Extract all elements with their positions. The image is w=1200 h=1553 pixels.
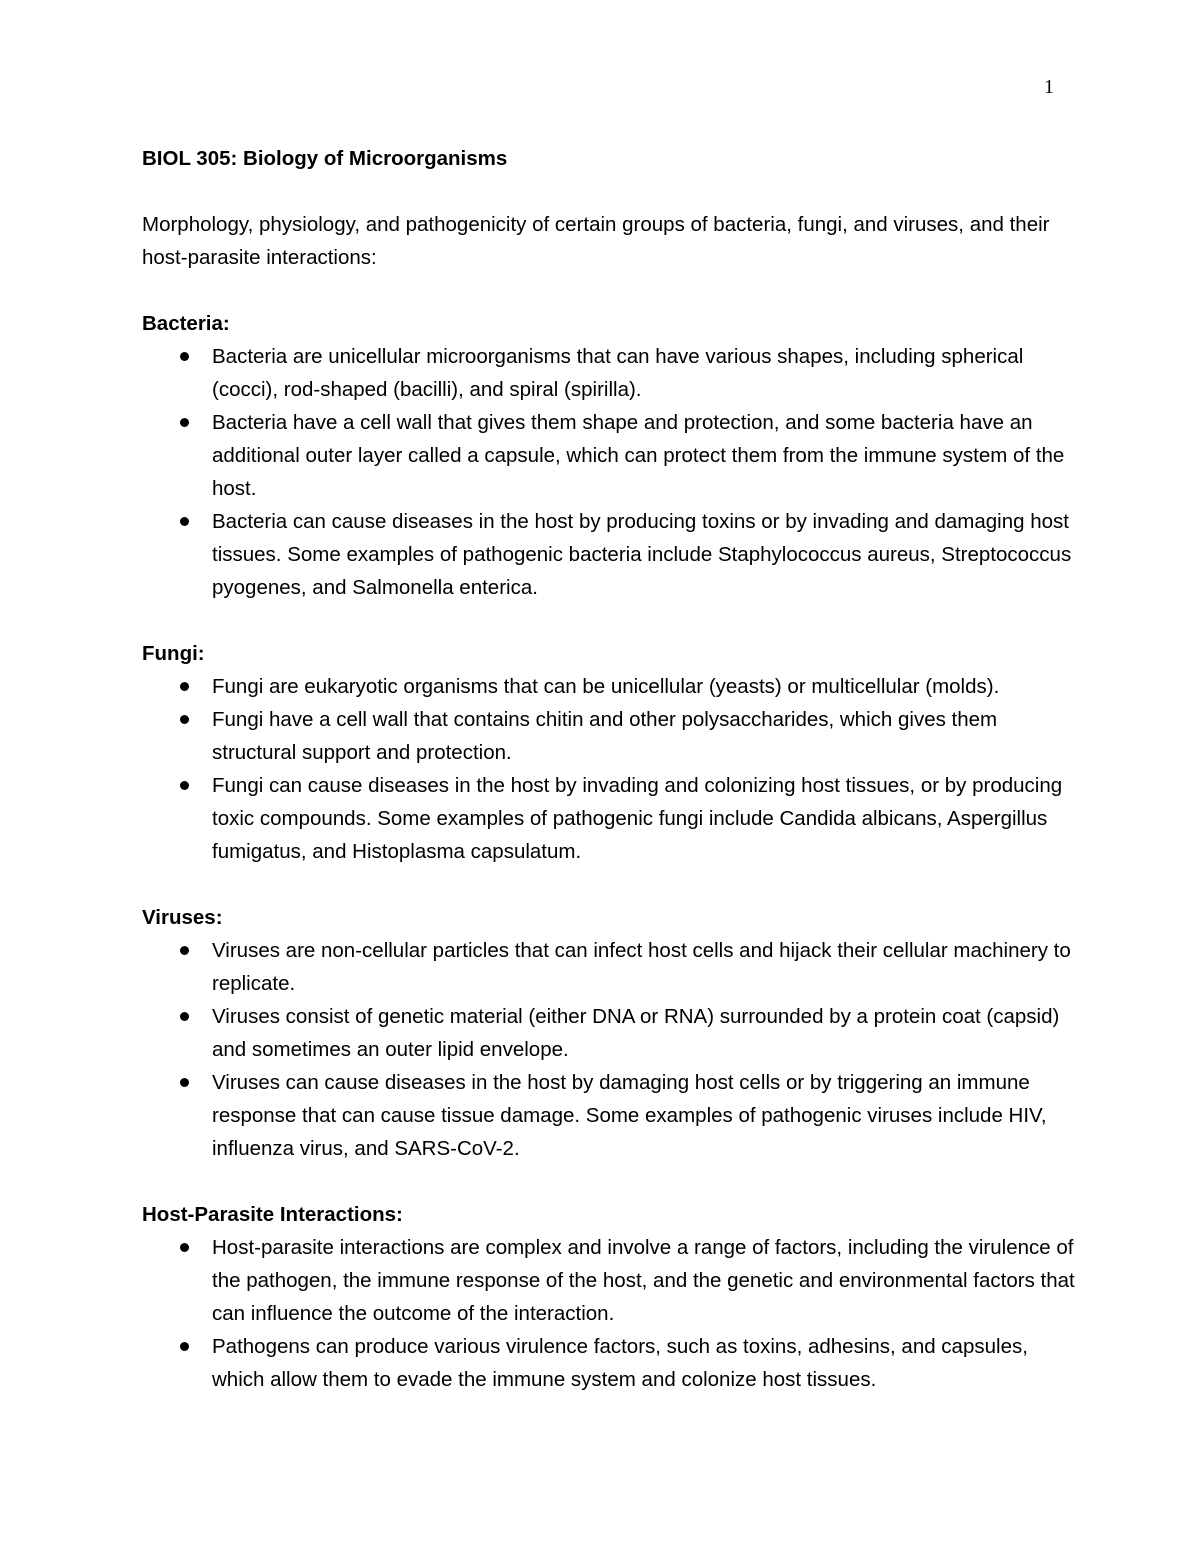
section-host-parasite-interactions — [142, 1198, 1082, 1396]
section-heading: Bacteria: — [142, 312, 230, 335]
bullet-icon — [180, 517, 189, 526]
list-item — [142, 670, 1082, 703]
section-viruses — [142, 901, 1082, 1165]
section-heading: Fungi: — [142, 642, 205, 665]
bullet-icon — [180, 715, 189, 724]
list-item-text: Bacteria have a cell wall that gives them shape and protection, and some bacteria have an additional outer layer called a capsule, which can protect them from the immune system of the host. — [212, 411, 1065, 500]
list-item — [142, 934, 1082, 1000]
list-item-text: Viruses are non-cellular particles that can infect host cells and hijack their cellular machinery to replicate. — [212, 939, 1071, 995]
bullet-icon — [180, 1078, 189, 1087]
section-bacteria — [142, 307, 1082, 604]
list-item-text: Viruses can cause diseases in the host by damaging host cells or by triggering an immune response that can cause tissue damage. Some examples of pathogenic viruses include HIV, influenza virus, and SARS-CoV-2. — [212, 1071, 1047, 1160]
page-number: 1 — [1044, 76, 1054, 98]
bullet-list — [142, 670, 1082, 868]
list-item — [142, 1330, 1082, 1396]
list-item — [142, 1066, 1082, 1165]
section-heading: Viruses: — [142, 906, 223, 929]
bullet-icon — [180, 946, 189, 955]
section-heading: Host-Parasite Interactions: — [142, 1203, 403, 1226]
list-item-text: Viruses consist of genetic material (either DNA or RNA) surrounded by a protein coat (capsid) and sometimes an outer lipid envelope. — [212, 1005, 1060, 1061]
document-title: BIOL 305: Biology of Microorganisms — [142, 147, 508, 170]
bullet-icon — [180, 682, 189, 691]
list-item — [142, 406, 1082, 505]
list-item — [142, 340, 1082, 406]
list-item — [142, 769, 1082, 868]
section-fungi — [142, 637, 1082, 868]
list-item — [142, 505, 1082, 604]
bullet-list — [142, 340, 1082, 604]
bullet-list — [142, 934, 1082, 1165]
bullet-list — [142, 1231, 1082, 1396]
list-item-text: Host-parasite interactions are complex and involve a range of factors, including the virulence of the pathogen, the immune response of the host, and the genetic and environmental factors that can influence the outcome of the interaction. — [212, 1236, 1075, 1325]
list-item — [142, 703, 1082, 769]
document-body — [142, 142, 1082, 1396]
bullet-icon — [180, 352, 189, 361]
bullet-icon — [180, 418, 189, 427]
list-item-text: Fungi can cause diseases in the host by invading and colonizing host tissues, or by producing toxic compounds. Some examples of pathogenic fungi include Candida albicans, Aspergillus fumigatus, and Histoplasma capsulatum. — [212, 774, 1063, 863]
list-item-text: Bacteria can cause diseases in the host by producing toxins or by invading and damaging host tissues. Some examples of pathogenic bacteria include Staphylococcus aureus, Streptococcus pyogenes, and Salmonella enterica. — [212, 510, 1072, 599]
list-item — [142, 1231, 1082, 1330]
bullet-icon — [180, 1342, 189, 1351]
bullet-icon — [180, 1012, 189, 1021]
list-item-text: Pathogens can produce various virulence factors, such as toxins, adhesins, and capsules, which allow them to evade the immune system and colonize host tissues. — [212, 1335, 1028, 1391]
list-item-text: Fungi are eukaryotic organisms that can be unicellular (yeasts) or multicellular (molds). — [212, 675, 1000, 698]
list-item-text: Fungi have a cell wall that contains chitin and other polysaccharides, which gives them structural support and protection. — [212, 708, 998, 764]
bullet-icon — [180, 1243, 189, 1252]
bullet-icon — [180, 781, 189, 790]
list-item-text: Bacteria are unicellular microorganisms that can have various shapes, including spherical (cocci), rod-shaped (bacilli), and spiral (spirilla). — [212, 345, 1024, 401]
intro-paragraph: Morphology, physiology, and pathogenicity of certain groups of bacteria, fungi, and viruses, and their host-parasite interactions: — [142, 213, 1050, 269]
list-item — [142, 1000, 1082, 1066]
